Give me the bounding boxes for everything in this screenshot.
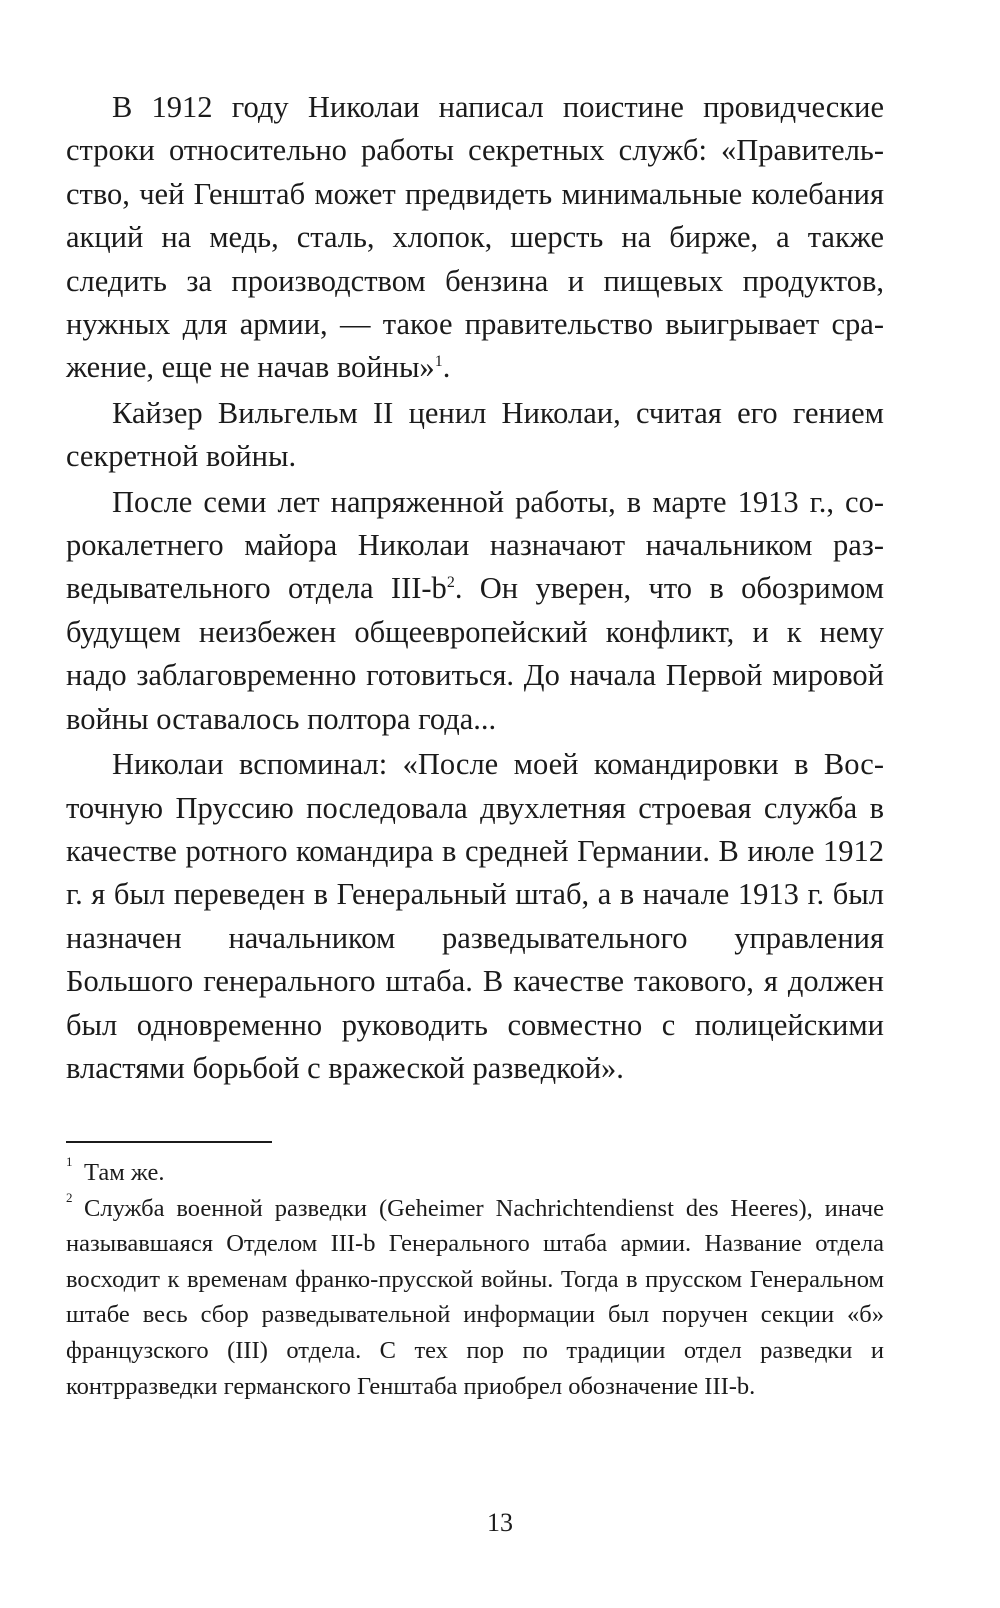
paragraph-text: Кайзер Вильгельм II ценил Николаи, считая его гением секретной войны. (66, 395, 884, 474)
footnote (66, 1155, 884, 1191)
main-text (66, 86, 884, 1090)
footnote-text: Служба военной разведки (Geheimer Nachrichtendienst des Heeres), иначе называвшаяся Отделом III-b Генерального штаба армии. Название отдела восходит к временам франко-прусской войны. Тогда в прусском Генеральном штабе весь сбор разведывательной информации был поручен секции «б» французского (III) отдела. С тех пор по традиции отдел разведки и контрразведки германского Генштаба приобрел обозначение III-b. (66, 1194, 884, 1400)
paragraph-text-end: . Он уверен, что в обозримом будущем неизбежен общеевропейский конфликт, и к нему надо заблаговременно готовиться. До начала Первой мировой войны оставалось полтора года... (66, 571, 884, 736)
paragraph-text: После семи лет напряженной работы, в марте 1913 г., сорокалетнего майора Николаи назначают начальником разведывательного отдела III-b (66, 484, 884, 606)
footnote-mark: 2 (66, 1189, 73, 1205)
paragraph-text: Николаи вспоминал: «После моей командировки в Восточную Пруссию последовала двухлетняя строевая служба в качестве ротного командира в средней Германии. В июле 1912 г. я был переведен в Генеральный штаб, а в начале 1913 г. был назначен начальником разведывательного управления Большого генерального штаба. В качестве такового, я должен был одновременно руководить совместно с полицейскими властями борьбой с вражеской разведкой». (66, 747, 884, 1085)
footnote-reference: 1 (434, 353, 443, 371)
page-number: 13 (487, 1508, 513, 1537)
footnote-reference: 2 (446, 574, 455, 592)
footnote (66, 1191, 884, 1405)
paragraph-text-end: . (442, 350, 451, 385)
paragraph (66, 481, 884, 741)
paragraph (66, 743, 884, 1090)
paragraph (66, 86, 884, 390)
footnote-text: Там же. (84, 1159, 165, 1186)
footnotes (66, 1155, 884, 1404)
paragraph-text: В 1912 году Николаи написал поистине провидческие строки относительно работы секретных служб: «Правительство, чей Генштаб может предвидеть минимальные колебания акций на медь, сталь, хлопок, шерсть на бирже, а также следить за производством бензина и пищевых продуктов, нужных для армии, — такое правительство выигрывает сражение, еще не начав войны» (66, 90, 884, 385)
footnote-separator (66, 1141, 272, 1143)
paragraph (66, 392, 884, 479)
footnote-mark: 1 (66, 1154, 73, 1169)
